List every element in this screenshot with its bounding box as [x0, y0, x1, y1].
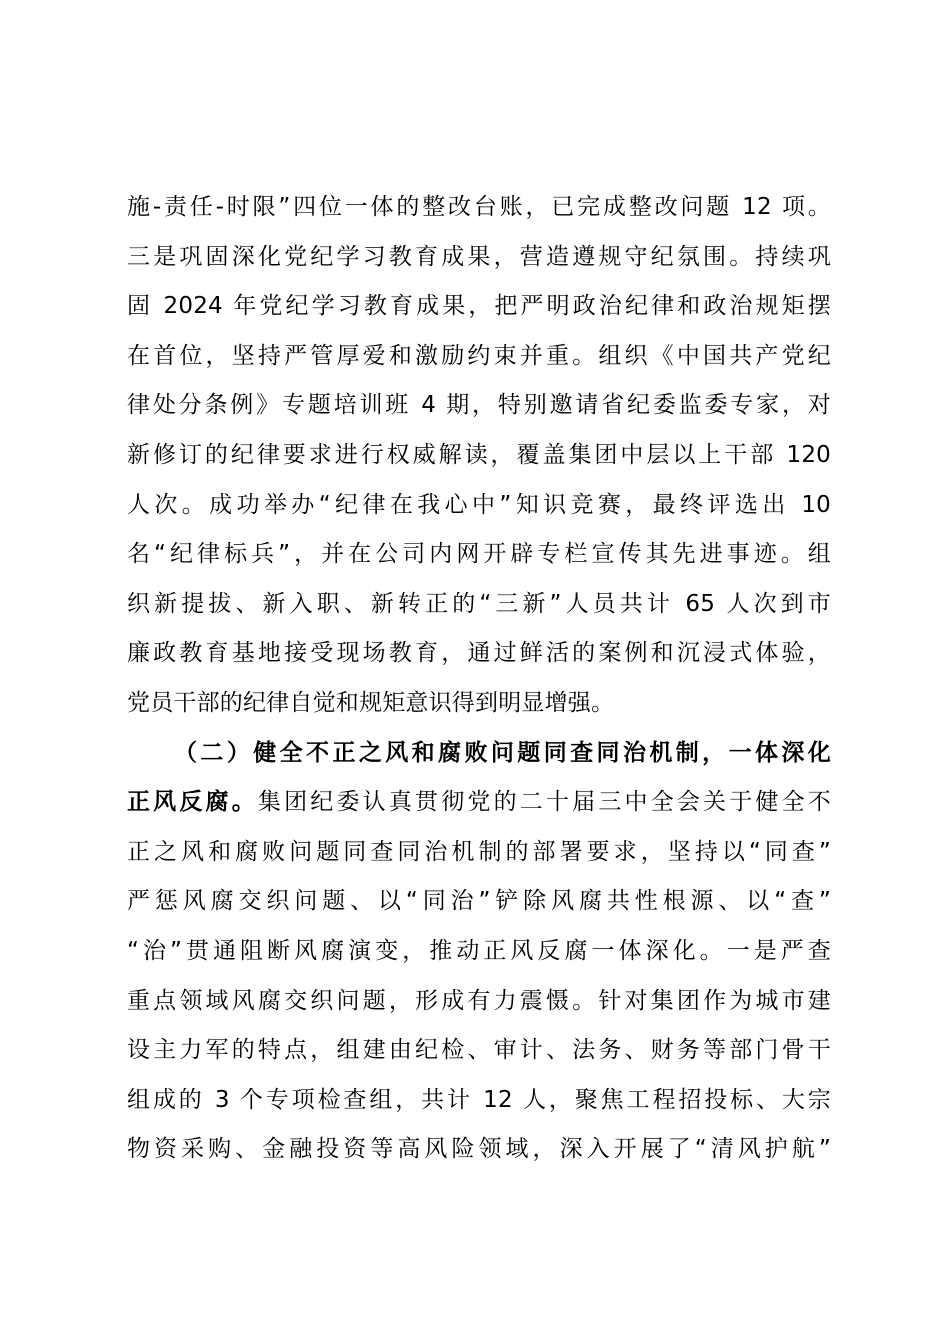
section-heading: （二）健全不正之风和腐败问题同查同治机制，一体深化 — [174, 739, 831, 766]
text-line: “治”贯通阻断风腐演变，推动正风反腐一体深化。一是严查 — [127, 937, 831, 964]
text-line: 织新提拔、新入职、新转正的“三新”人员共计 65 人次到市 — [127, 590, 831, 617]
text-line: 党员干部的纪律自觉和规矩意识得到明显增强。 — [127, 689, 615, 716]
text-line: 物资采购、金融投资等高风险领域，深入开展了“清风护航” — [127, 1136, 831, 1163]
text-line: 施-责任-时限”四位一体的整改台账，已完成整改问题 12 项。 — [127, 194, 831, 220]
text-line: 重点领域风腐交织问题，形成有力震慑。针对集团作为城市建 — [127, 987, 831, 1014]
text-line: 设主力军的特点，组建由纪检、审计、法务、财务等部门骨干 — [127, 1037, 831, 1064]
text-line — [127, 778, 831, 828]
text-line: 名“纪律标兵”，并在公司内网开辟专栏宣传其先进事迹。组 — [127, 541, 831, 568]
section-heading-continued: 正风反腐。 — [127, 789, 258, 816]
text-line: 正之风和腐败问题同查同治机制的部署要求，坚持以“同查” — [127, 838, 831, 865]
text-line: 律处分条例》专题培训班 4 期，特别邀请省纪委监委专家，对 — [127, 392, 831, 419]
text-line: 新修订的纪律要求进行权威解读，覆盖集团中层以上干部 120 — [127, 441, 831, 468]
text-line: 在首位，坚持严管厚爱和激励约束并重。组织《中国共产党纪 — [127, 342, 831, 369]
text-line: 组成的 3 个专项检查组，共计 12 人，聚焦工程招投标、大宗 — [127, 1086, 831, 1113]
text-line: 廉政教育基地接受现场教育，通过鲜活的案例和沉浸式体验， — [127, 640, 831, 667]
text-line: 三是巩固深化党纪学习教育成果，营造遵规守纪氛围。持续巩 — [127, 243, 831, 270]
text-line: 严惩风腐交织问题、以“同治”铲除风腐共性根源、以“查” — [127, 888, 831, 915]
text-line-body: 集团纪委认真贯彻党的二十届三中全会关于健全不 — [257, 789, 831, 816]
text-line: 人次。成功举办“纪律在我心中”知识竞赛，最终评选出 10 — [127, 491, 831, 518]
text-line: 固 2024 年党纪学习教育成果，把严明政治纪律和政治规矩摆 — [127, 293, 831, 320]
body-text — [127, 183, 831, 1175]
